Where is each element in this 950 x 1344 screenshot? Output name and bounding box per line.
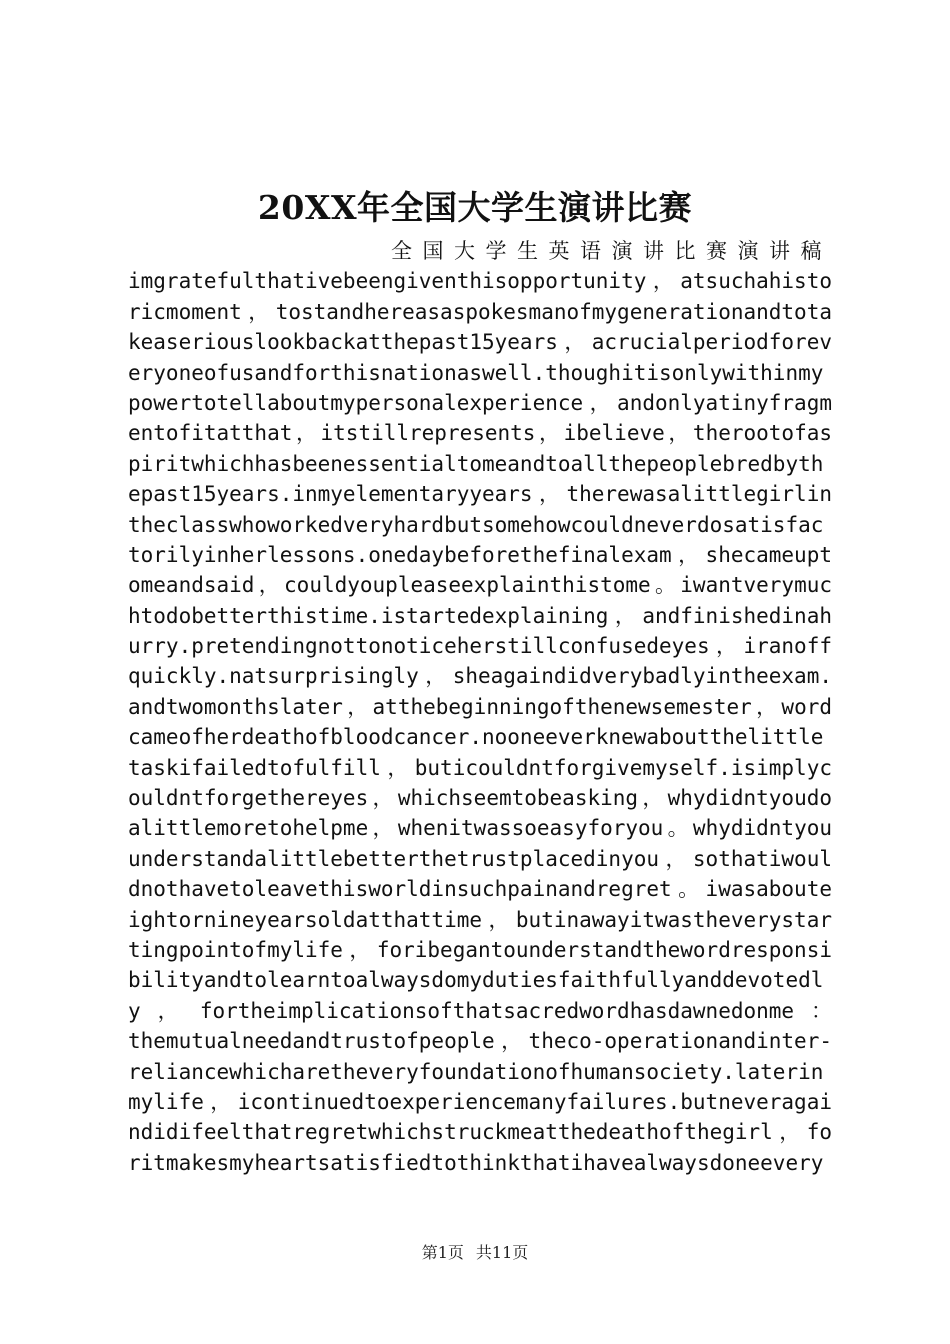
body-line: alittlemoretohelpme，whenitwassoeasyforyou。whydidntyou xyxy=(128,816,832,841)
body-line: ritmakesmyheartsatisfiedtothinkthatihavealwaysdoneevery xyxy=(128,1150,824,1175)
body-line: andtwomonthslater，atthebeginningofthenewsemester，word xyxy=(128,694,832,719)
body-line: piritwhichhasbeenessentialtomeandtoallthepeoplebredbyth xyxy=(128,451,824,476)
body-line: mylife，icontinuedtoexperiencemanyfailures.butneveragai xyxy=(128,1089,832,1114)
body-line: ricmoment，tostandhereasaspokesmanofmygenerationandtota xyxy=(128,299,832,324)
body-line: tingpointofmylife，foribegantounderstandthewordresponsi xyxy=(128,937,832,962)
body-line: quickly.natsurprisingly，sheagaindidverybadlyintheexam. xyxy=(128,664,832,689)
body-line: omeandsaid，couldyoupleaseexplainthistome。iwantverymuc xyxy=(128,573,832,598)
body-line: eryoneofusandforthisnationaswell.thoughitisonlywithinmy xyxy=(128,360,824,385)
body-line: ndidifeelthatregretwhichstruckmeatthedeathofthegirl，fo xyxy=(128,1120,832,1145)
body-line: understandalittlebetterthetrustplacedinyou，sothatiwoul xyxy=(128,846,832,871)
body-line: urry.pretendingnottonoticeherstillconfusedeyes，iranoff xyxy=(128,634,832,659)
body-line: ightornineyearsoldatthattime，butinawayitwastheverystar xyxy=(128,907,832,932)
document-body xyxy=(128,236,832,1178)
page-total: 共11页 xyxy=(475,1243,529,1262)
document-title: 20XX年全国大学生演讲比赛 xyxy=(257,188,693,227)
document-subtitle: 全国大学生英语演讲比赛演讲稿 xyxy=(391,239,832,263)
body-line: entofitatthat，itstillrepresents，ibelieve，therootofas xyxy=(128,421,832,446)
body-line: theclasswhoworkedveryhardbutsomehowcouldneverdosatisfac xyxy=(128,512,824,537)
body-line: imgratefulthativebeengiventhisopportunity，atsuchahisto xyxy=(128,269,832,294)
body-line: keaseriouslookbackatthepast15years，acrucialperiodforev xyxy=(128,330,832,355)
body-line: reliancewhicharetheveryfoundationofhumansociety.laterin xyxy=(128,1059,824,1084)
body-line: epast15years.inmyelementaryyears，therewasalittlegirlin xyxy=(128,482,832,507)
body-line: torilyinherlessons.onedaybeforethefinalexam，shecameupt xyxy=(128,542,832,567)
body-line: themutualneedandtrustofpeople，theco-operationandinter- xyxy=(128,1029,832,1054)
page-number: 第1页 xyxy=(421,1243,464,1262)
body-line: htodobetterthistime.istartedexplaining，andfinishedinah xyxy=(128,603,832,628)
body-line: taskifailedtofulfill，buticouldntforgivemyself.isimplyc xyxy=(128,755,832,780)
body-line: powertotellaboutmypersonalexperience，andonlyatinyfragm xyxy=(128,390,832,415)
body-line: y ， fortheimplicationsofthatsacredwordhasdawnedonme ： xyxy=(128,998,832,1023)
page-footer xyxy=(0,1243,950,1263)
body-line: bilityandtolearntoalwaysdomydutiesfaithfullyanddevotedl xyxy=(128,968,824,993)
body-line: dnothavetoleavethisworldinsuchpainandregret。iwasaboute xyxy=(128,877,832,902)
body-line: ouldntforgethereyes，whichseemtobeasking，whydidntyoudo xyxy=(128,786,832,811)
body-line: cameofherdeathofbloodcancer.nooneeverknewaboutthelittle xyxy=(128,725,824,750)
